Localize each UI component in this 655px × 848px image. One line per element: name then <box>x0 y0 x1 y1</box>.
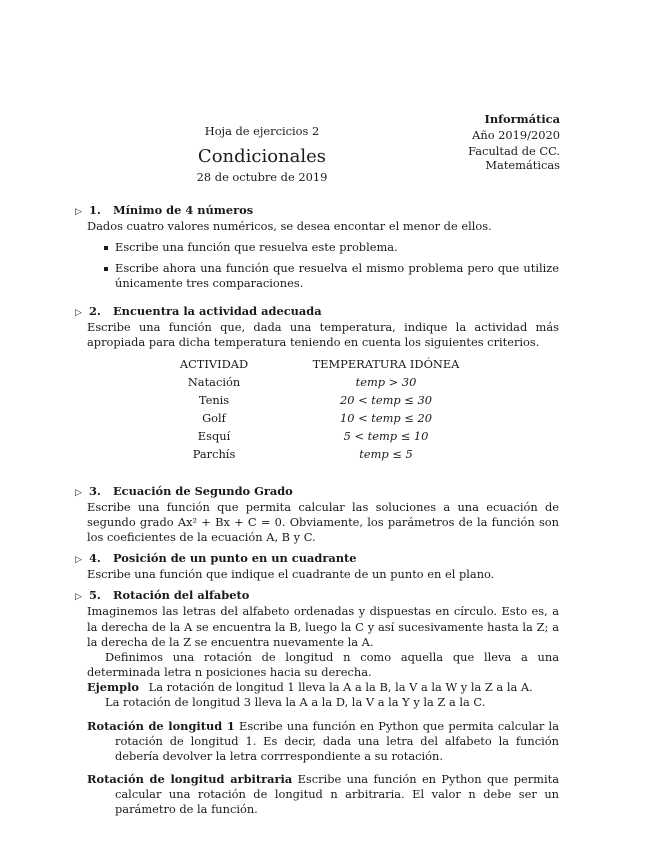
exercise-list <box>75 203 559 817</box>
faculty-line-1: Facultad de CC. <box>468 144 560 158</box>
subtask-rotation-n <box>75 772 559 817</box>
exercise-intro: Escribe una función que, dada una temperatura, indique la actividad más apropiada para dicha temperatura teniendo en cuenta los siguientes criterios. <box>87 319 559 349</box>
exercise-heading <box>75 588 559 604</box>
example-line: La rotación de longitud 3 lleva la A a la D, la V a la Y y la Z a la C. <box>105 695 486 710</box>
exercise-number: 1. <box>89 203 101 217</box>
example-label: Ejemplo <box>87 680 139 695</box>
activity-cell: Parchís <box>192 447 236 462</box>
temperature-cell: temp ≤ 5 <box>359 447 413 462</box>
subtask-text: Escribe una función en Python que permita calcular una rotación de longitud n arbitraria. El valor n debe ser un parámetro de la función. <box>115 771 559 817</box>
exercise-2 <box>75 304 559 464</box>
exercise-paragraph: Definimos una rotación de longitud n como aquella que lleva a una determinada letra n posiciones hacia su derecha. <box>87 649 559 680</box>
subtask-rotation-1 <box>75 719 559 764</box>
exercise-text: Escribe una función que permita calcular las soluciones a una ecuación de segundo grado Ax² + Bx + C = 0. Obviamente, los parámetros de la función son los coeficientes de la ecuación A, B y C. <box>87 499 559 545</box>
table-row <box>167 428 511 446</box>
exercise-heading <box>75 551 559 567</box>
activity-cell: Golf <box>202 411 226 426</box>
exercise-heading <box>75 304 559 320</box>
table-header-row <box>167 356 511 374</box>
activity-cell: Esquí <box>197 429 231 444</box>
exercise-4 <box>75 551 559 582</box>
exercise-paragraph: Imaginemos las letras del alfabeto ordenadas y dispuestas en círculo. Esto es, a la derecha de la A se encuentra la B, luego la C y así sucesivamente hasta la Z; a la derecha de la Z se encuentra nuevamente la A. <box>87 604 559 649</box>
temperature-cell: temp > 30 <box>355 375 417 390</box>
exercise-5 <box>75 588 559 817</box>
exercise-1 <box>75 203 559 292</box>
example-line <box>75 680 559 695</box>
exercise-number: 5. <box>89 588 101 603</box>
subtask-title: Rotación de longitud 1 <box>87 718 235 733</box>
exercise-title: Posición de un punto en un cuadrante <box>113 551 357 566</box>
triangle-marker-icon: ▷ <box>75 307 82 318</box>
table-row <box>167 446 511 464</box>
column-header-temperature: TEMPERATURA IDÓNEA <box>312 357 460 372</box>
exercise-intro: Dados cuatro valores numéricos, se desea encontar el menor de ellos. <box>87 218 492 233</box>
exercise-heading <box>75 203 559 219</box>
triangle-marker-icon: ▷ <box>75 207 82 217</box>
activity-cell: Natación <box>187 375 241 390</box>
sheet-label: Hoja de ejercicios 2 <box>204 124 320 138</box>
document-date: 28 de octubre de 2019 <box>196 170 328 184</box>
document-title: Condicionales <box>197 146 327 167</box>
exercise-title: Mínimo de 4 números <box>113 203 254 217</box>
activity-table <box>167 356 511 464</box>
temperature-cell: 5 < temp ≤ 10 <box>343 429 429 444</box>
triangle-marker-icon: ▷ <box>75 487 82 498</box>
temperature-cell: 10 < temp ≤ 20 <box>340 411 432 426</box>
column-header-activity: ACTIVIDAD <box>179 357 249 372</box>
subject-label: Informática <box>484 112 560 126</box>
temperature-cell: 20 < temp ≤ 30 <box>340 393 432 408</box>
table-row <box>167 374 511 392</box>
triangle-marker-icon: ▷ <box>75 555 82 566</box>
exercise-text: Escribe una función que indique el cuadrante de un punto en el plano. <box>87 567 495 582</box>
exercise-title: Rotación del alfabeto <box>113 588 250 603</box>
exercise-number: 2. <box>89 303 101 318</box>
triangle-marker-icon: ▷ <box>75 592 82 603</box>
table-row <box>167 392 511 410</box>
exercise-heading <box>75 484 559 500</box>
bullet-item: Escribe una función que resuelva este problema. <box>115 240 559 255</box>
academic-year: Año 2019/2020 <box>472 128 560 142</box>
example-text: La rotación de longitud 1 lleva la A a la B, la V a la W y la Z a la A. <box>148 680 533 695</box>
exercise-number: 3. <box>89 483 101 498</box>
exercise-3 <box>75 484 559 545</box>
bullet-item: Escribe ahora una función que resuelva el mismo problema pero que utilize únicamente tres comparaciones. <box>115 261 559 291</box>
activity-cell: Tenis <box>198 393 230 408</box>
table-row <box>167 410 511 428</box>
exercise-title: Ecuación de Segundo Grado <box>113 483 293 498</box>
subtask-text: Escribe una función en Python que permita calcular la rotación de longitud 1. Es decir, dada una letra del alfabeto la función debería devolver la letra corrrespondiente a su rotación. <box>115 718 559 763</box>
bullet-list <box>75 240 559 291</box>
subtask-title: Rotación de longitud arbitraria <box>87 771 293 786</box>
exercise-title: Encuentra la actividad adecuada <box>113 303 322 318</box>
exercise-number: 4. <box>89 551 101 566</box>
faculty-line-2: Matemáticas <box>485 158 560 172</box>
